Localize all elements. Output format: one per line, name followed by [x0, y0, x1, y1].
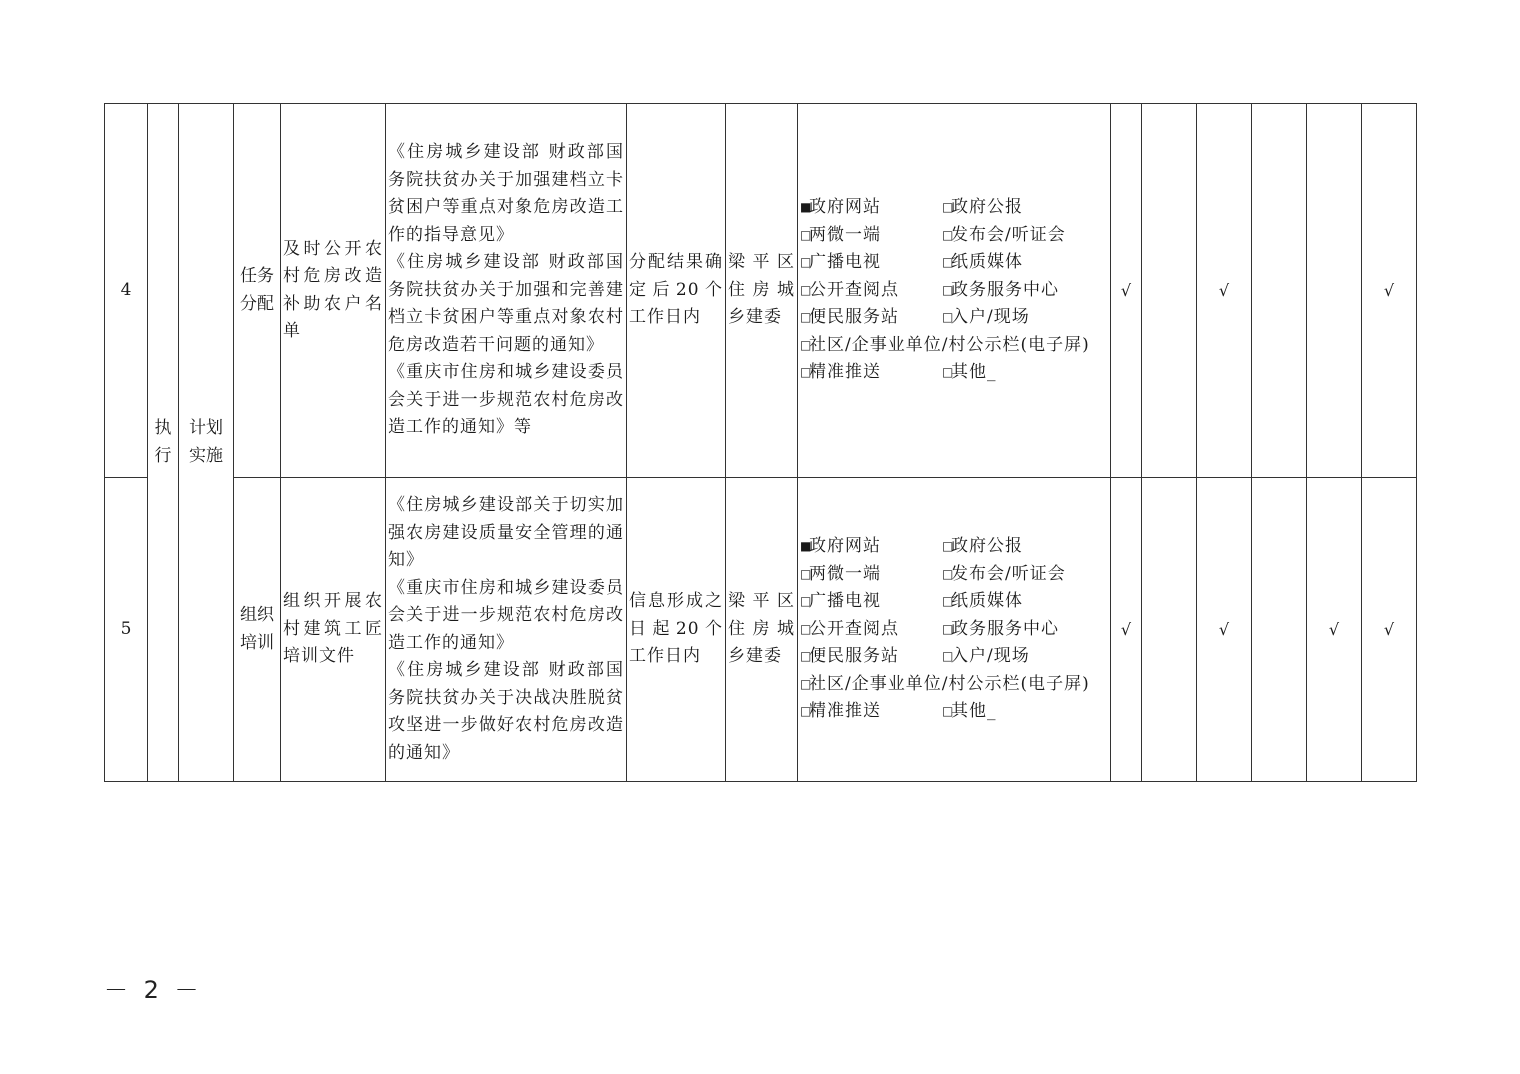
channel-option: [800, 332, 1112, 360]
channel-label: 公开查阅点: [809, 618, 899, 639]
channel-label: 其他_: [951, 701, 997, 722]
channel-option: [800, 643, 942, 671]
channel-option: [942, 277, 1112, 305]
channel-option: [942, 249, 1112, 277]
channel-option: [800, 561, 942, 589]
basis-doc: 《住房城乡建设部关于切实加强农房建设质量安全管理的通知》: [388, 495, 624, 570]
channel-label: 入户/现场: [951, 307, 1030, 328]
channel-option: [942, 304, 1112, 332]
item-label: 任务分配: [240, 266, 274, 314]
basis-doc: 《住房城乡建设部 财政部国务院扶贫办关于加强建档立卡贫困户等重点对象危房改造工作的指导意见》: [388, 142, 624, 245]
channel-label: 公开查阅点: [809, 279, 899, 300]
channel-list: [800, 194, 1108, 387]
channel-label: 精准推送: [809, 701, 881, 722]
tick-cell: [1142, 478, 1197, 782]
channel-label: 入户/现场: [951, 646, 1030, 667]
channel-option: [800, 359, 942, 387]
item-cell: [234, 478, 281, 782]
stage-label: 执行: [154, 418, 172, 466]
unchecked-box-icon: □: [942, 200, 955, 215]
channel-option: [800, 222, 942, 250]
unchecked-box-icon: □: [800, 310, 813, 325]
channel-option: [800, 588, 942, 616]
basis-doc: 《重庆市住房和城乡建设委员会关于进一步规范农村危房改造工作的通知》等: [388, 362, 624, 438]
channel-label: 社区/企事业单位/村公示栏(电子屏): [809, 673, 1090, 694]
channel-label: 广播电视: [809, 591, 881, 612]
channel-label: 政务服务中心: [951, 618, 1059, 639]
channel-label: 政府网站: [809, 197, 881, 218]
unchecked-box-icon: □: [800, 566, 813, 581]
unchecked-box-icon: □: [800, 227, 813, 242]
channel-label: 广播电视: [809, 252, 881, 273]
tick-cell: [1252, 104, 1307, 478]
unchecked-box-icon: □: [800, 282, 813, 297]
channel-option: [800, 671, 1112, 699]
substage-label: 计划实施: [189, 418, 223, 466]
dept-cell: 梁平区住房城乡建委: [726, 104, 798, 478]
channel-label: 政府公报: [951, 536, 1023, 557]
channel-label: 精准推送: [809, 362, 881, 383]
unchecked-box-icon: □: [800, 704, 813, 719]
table-row: [105, 478, 1417, 782]
stage-cell: [148, 104, 179, 782]
unchecked-box-icon: □: [800, 365, 813, 380]
tick-cell: √: [1362, 478, 1417, 782]
channels-cell: [798, 478, 1111, 782]
channel-option: [800, 616, 942, 644]
channel-label: 社区/企事业单位/村公示栏(电子屏): [809, 334, 1090, 355]
unchecked-box-icon: □: [942, 255, 955, 270]
channel-option: [800, 698, 942, 726]
channel-option: [942, 643, 1112, 671]
unchecked-box-icon: □: [942, 365, 955, 380]
channel-label: 便民服务站: [809, 646, 899, 667]
channel-label: 纸质媒体: [951, 252, 1023, 273]
unchecked-box-icon: □: [942, 594, 955, 609]
channel-option: [800, 533, 942, 561]
channel-label: 政务服务中心: [951, 279, 1059, 300]
basis-doc: 《住房城乡建设部 财政部国务院扶贫办关于加强和完善建档立卡贫困户等重点对象农村危房改造若干问题的通知》: [388, 252, 624, 355]
channel-label: 便民服务站: [809, 307, 899, 328]
unchecked-box-icon: □: [942, 227, 955, 242]
channel-option: [942, 588, 1112, 616]
deadline-cell: 分配结果确定后20个工作日内: [627, 104, 726, 478]
table-row: [105, 104, 1417, 478]
channel-label: 两微一端: [809, 563, 881, 584]
channel-option: [942, 222, 1112, 250]
unchecked-box-icon: □: [942, 539, 955, 554]
tick-cell: √: [1111, 478, 1142, 782]
tick-cell: √: [1111, 104, 1142, 478]
basis-cell: [386, 478, 627, 782]
channel-label: 发布会/听证会: [951, 563, 1066, 584]
channel-label: 两微一端: [809, 224, 881, 245]
checked-box-icon: ■: [800, 200, 813, 215]
channel-option: [800, 249, 942, 277]
channel-option: [942, 533, 1112, 561]
channel-option: [942, 359, 1112, 387]
dept-cell: 梁平区住房城乡建委: [726, 478, 798, 782]
tick-cell: [1252, 478, 1307, 782]
unchecked-box-icon: □: [942, 310, 955, 325]
channel-label: 发布会/听证会: [951, 224, 1066, 245]
unchecked-box-icon: □: [800, 676, 813, 691]
tick-cell: [1142, 104, 1197, 478]
channel-label: 其他_: [951, 362, 997, 383]
channel-label: 纸质媒体: [951, 591, 1023, 612]
row-number: 4: [105, 104, 148, 478]
checked-box-icon: ■: [800, 539, 813, 554]
basis-doc: 《重庆市住房和城乡建设委员会关于进一步规范农村危房改造工作的通知》: [388, 577, 624, 653]
channel-option: [942, 561, 1112, 589]
unchecked-box-icon: □: [942, 566, 955, 581]
channel-option: [942, 698, 1112, 726]
content-cell: 组织开展农村建筑工匠培训文件: [281, 478, 386, 782]
channel-option: [800, 277, 942, 305]
channel-option: [800, 194, 942, 222]
basis-cell: [386, 104, 627, 478]
tick-cell: [1307, 104, 1362, 478]
substage-cell: [179, 104, 234, 782]
channel-option: [942, 616, 1112, 644]
unchecked-box-icon: □: [942, 621, 955, 636]
content-cell: 及时公开农村危房改造补助农户名单: [281, 104, 386, 478]
channel-option: [800, 304, 942, 332]
basis-doc: 《住房城乡建设部 财政部国务院扶贫办关于决战决胜脱贫攻坚进一步做好农村危房改造的通知》: [388, 660, 624, 763]
tick-cell: √: [1362, 104, 1417, 478]
deadline-cell: 信息形成之日起20个工作日内: [627, 478, 726, 782]
channel-label: 政府公报: [951, 197, 1023, 218]
channel-label: 政府网站: [809, 536, 881, 557]
unchecked-box-icon: □: [942, 649, 955, 664]
unchecked-box-icon: □: [800, 594, 813, 609]
channel-list: [800, 533, 1108, 726]
tick-cell: √: [1307, 478, 1362, 782]
tick-cell: √: [1197, 104, 1252, 478]
unchecked-box-icon: □: [800, 255, 813, 270]
unchecked-box-icon: □: [942, 282, 955, 297]
page-number: － 2 －: [104, 976, 203, 1004]
unchecked-box-icon: □: [942, 704, 955, 719]
disclosure-table: [104, 103, 1417, 782]
item-label: 组织培训: [240, 605, 274, 653]
channels-cell: [798, 104, 1111, 478]
tick-cell: √: [1197, 478, 1252, 782]
row-number: 5: [105, 478, 148, 782]
unchecked-box-icon: □: [800, 337, 813, 352]
item-cell: [234, 104, 281, 478]
unchecked-box-icon: □: [800, 649, 813, 664]
unchecked-box-icon: □: [800, 621, 813, 636]
channel-option: [942, 194, 1112, 222]
